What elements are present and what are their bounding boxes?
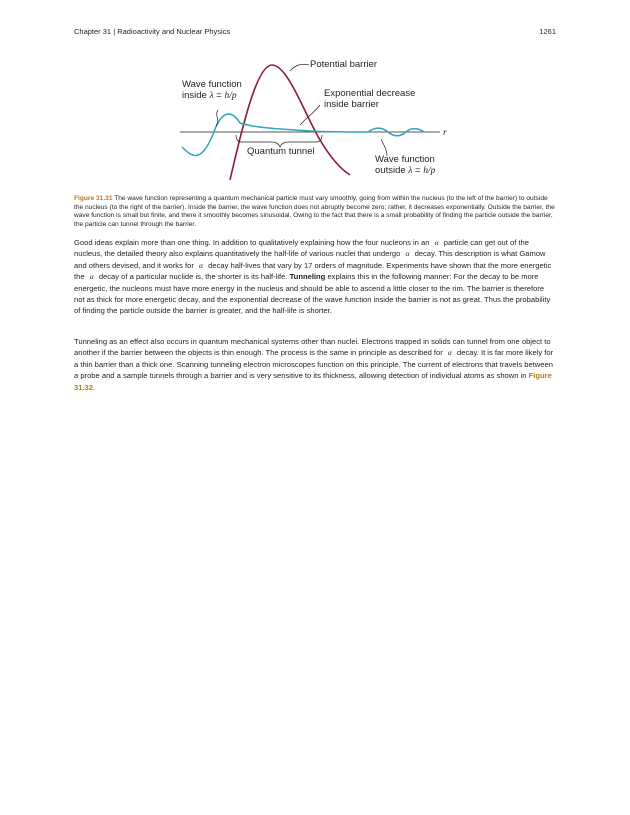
- h-over-p: h/p: [224, 91, 237, 101]
- label-potential-barrier: Potential barrier: [310, 59, 378, 70]
- p1-text-c: decay. This description is what Gamow and others devised, and it works for: [74, 249, 546, 270]
- chapter-title: Chapter 31 | Radioactivity and Nuclear Physics: [74, 27, 231, 36]
- paragraph-1: [74, 237, 556, 317]
- potential-barrier-curve: [230, 65, 350, 180]
- label-exp-decrease-line2: inside barrier: [324, 99, 379, 110]
- label-wave-outside-line1: Wave function: [375, 154, 435, 165]
- caption-label: Figure 31.31: [74, 195, 113, 202]
- alpha-symbol: α: [447, 348, 452, 358]
- label-exp-decrease: [324, 88, 415, 110]
- p1-text-a: Good ideas explain more than one thing. In addition to qualitatively explaining how the four nucleons in an: [74, 238, 430, 247]
- paragraph-2: [74, 336, 556, 393]
- figure-31-31: [170, 55, 460, 190]
- p2-text-a: Tunneling as an effect also occurs in quantum mechanical systems other than nuclei. Electrons trapped in solids can tunnel from one object to another if the barrier between the objects is thin enough. The process is the same in principle as described for: [74, 337, 551, 358]
- caption-text: The wave function representing a quantum mechanical particle must vary smoothly, going from within the nucleus (to the left of the barrier) to outside the nucleus (to the right of the barrier). Inside the barrier, the wave function does not abruptly become zero; rather, it decreases exponentially. Outside the barrier, the wave function is small but finite, and there it smoothly becomes sinusoidal. Owing to the fact that there is a small probability of finding the particle outside the barrier, the particle can tunnel through the barrier.: [74, 195, 555, 228]
- equals-sign: =: [415, 165, 421, 176]
- label-wave-outside: [375, 154, 435, 177]
- lambda-symbol: λ: [209, 91, 214, 101]
- label-wave-inside-prefix: inside: [182, 90, 207, 101]
- p1-text-e: decay of a particular nuclide is, the shorter is its half-life.: [98, 272, 288, 282]
- alpha-symbol: α: [199, 260, 204, 270]
- label-exp-decrease-line1: Exponential decrease: [324, 88, 416, 99]
- alpha-symbol: α: [434, 238, 439, 247]
- equals-sign: =: [216, 90, 222, 101]
- tunneling-term: Tunneling: [289, 272, 326, 282]
- label-wave-inside-line1: Wave function: [182, 79, 242, 90]
- label-wave-inside-line2: [182, 90, 242, 102]
- figure-caption: [74, 195, 556, 229]
- label-wave-inside: [182, 79, 242, 102]
- page-number: 1261: [539, 27, 556, 36]
- p2-text-end: .: [93, 382, 96, 392]
- p2-text-b: decay. It is far more likely for a thin barrier than a thick one. Scanning tunneling electron microscopes function on this principle. The current of electrons that travels between a probe and a sample tunnels through a barrier and is very sensitive to its thickness, allowing detection of individual atoms as shown in: [74, 348, 554, 381]
- h-over-p: h/p: [423, 166, 436, 176]
- lambda-symbol: λ: [408, 166, 413, 176]
- potential-barrier-pointer: [290, 64, 309, 71]
- figure-31-32-link[interactable]: Figure 31.32: [74, 371, 552, 392]
- p1-text-f: explains this in the following manner: For the decay to be more energetic, the nucleons must have more energy in the nucleus and should be able to ascend a little closer to the rim. The barrier is therefore not as thick for more energetic decay, and the exponential decrease of the wave function inside the barrier is not as great. Thus the probability of finding the particle outside the barrier is greater, and the half-life is shorter.: [74, 272, 551, 316]
- alpha-symbol: α: [89, 272, 94, 282]
- label-wave-outside-line2: [375, 165, 435, 177]
- label-quantum-tunnel: Quantum tunnel: [247, 146, 315, 157]
- label-r-axis: r: [443, 128, 447, 138]
- p1-text-b: particle can get out of the nucleus, the detailed theory also explains quantitatively the half-life of various nuclei that undergo: [74, 238, 529, 259]
- p1-text-d: decay half-lives that vary by 17 orders of magnitude. Experiments have shown that the more energetic the: [74, 260, 552, 282]
- label-wave-outside-prefix: outside: [375, 165, 406, 176]
- alpha-symbol: α: [405, 249, 410, 259]
